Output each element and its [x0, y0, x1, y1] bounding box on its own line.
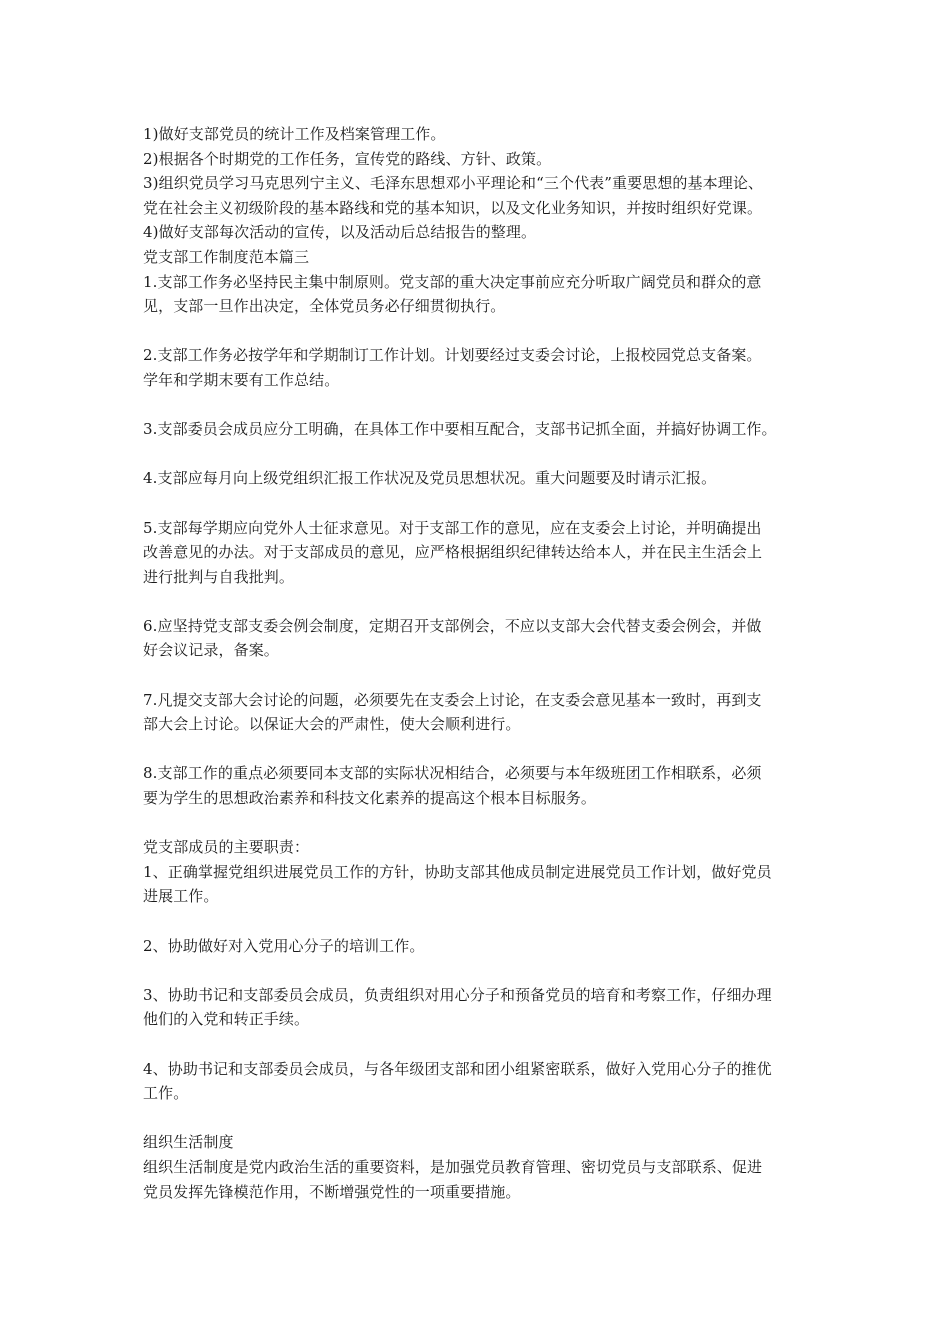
text-line: 6.应坚持党支部支委会例会制度，定期召开支部例会，不应以支部大会代替支委会例会，并做: [143, 616, 762, 635]
blank-line: [143, 663, 813, 688]
text-line: 3、协助书记和支部委员会成员，负责组织对用心分子和预备党员的培育和考察工作，仔细办理: [143, 985, 772, 1004]
blank-line: [143, 442, 813, 467]
text-line: 进展工作。: [143, 887, 219, 906]
blank-line: [143, 1032, 813, 1057]
text-line: 要为学生的思想政治素养和科技文化素养的提高这个根本目标服务。: [143, 789, 597, 808]
text-line: 8.支部工作的重点必须要同本支部的实际状况相结合，必须要与本年级班团工作相联系，必须: [143, 764, 762, 783]
text-line: 4.支部应每月向上级党组织汇报工作状况及党员思想状况。重大问题要及时请示汇报。: [143, 469, 717, 488]
blank-line: [143, 737, 813, 762]
blank-line: [143, 393, 813, 418]
blank-line: [143, 909, 813, 934]
text-line: 部大会上讨论。以保证大会的严肃性，使大会顺利进行。: [143, 715, 521, 734]
text-line: 3)组织党员学习马克思列宁主义、毛泽东思想邓小平理论和“三个代表”重要思想的基本理论、: [143, 174, 764, 193]
section-heading: 组织生活制度: [143, 1133, 234, 1152]
text-line: 1)做好支部党员的统计工作及档案管理工作。: [143, 125, 446, 143]
blank-line: [143, 811, 813, 836]
document-body: [143, 122, 813, 1204]
blank-line: [143, 958, 813, 983]
text-line: 2.支部工作务必按学年和学期制订工作计划。计划要经过支委会讨论，上报校园党总支备案。: [143, 346, 762, 365]
section-heading: 党支部成员的主要职责：: [143, 838, 310, 857]
text-line: 好会议记录，备案。: [143, 641, 279, 660]
text-line: 党员发挥先锋模范作用，不断增强党性的一项重要措施。: [143, 1182, 521, 1201]
text-line: 4、协助书记和支部委员会成员，与各年级团支部和团小组紧密联系，做好入党用心分子的推优: [143, 1059, 772, 1078]
text-line: 2)根据各个时期党的工作任务，宣传党的路线、方针、政策。: [143, 149, 552, 168]
text-line: 2、协助做好对入党用心分子的培训工作。: [143, 936, 425, 955]
text-line: 5.支部每学期应向党外人士征求意见。对于支部工作的意见，应在支委会上讨论，并明确提出: [143, 518, 762, 537]
section-heading: 党支部工作制度范本篇三: [143, 247, 310, 266]
text-line: 见，支部一旦作出决定，全体党员务必仔细贯彻执行。: [143, 297, 506, 316]
text-line: 他们的入党和转正手续。: [143, 1010, 310, 1029]
text-line: 4)做好支部每次活动的宣传，以及活动后总结报告的整理。: [143, 223, 537, 242]
text-line: 党在社会主义初级阶段的基本路线和党的基本知识，以及文化业务知识，并按时组织好党课。: [143, 198, 763, 217]
text-line: 3.支部委员会成员应分工明确，在具体工作中要相互配合，支部书记抓全面，并搞好协调工作。: [143, 420, 777, 439]
blank-line: [143, 1106, 813, 1131]
text-line: 进行批判与自我批判。: [143, 567, 295, 586]
blank-line: [143, 319, 813, 344]
text-line: 工作。: [143, 1084, 189, 1103]
text-line: 学年和学期末要有工作总结。: [143, 370, 340, 389]
text-line: 改善意见的办法。对于支部成员的意见，应严格根据组织纪律转达给本人，并在民主生活会上: [143, 543, 763, 562]
text-line: 7.凡提交支部大会讨论的问题，必须要先在支委会上讨论，在支委会意见基本一致时，再到支: [143, 690, 762, 709]
blank-line: [143, 589, 813, 614]
blank-line: [143, 491, 813, 516]
text-line: 1.支部工作务必坚持民主集中制原则。党支部的重大决定事前应充分听取广阔党员和群众的意: [143, 272, 762, 291]
text-line: 1、正确掌握党组织进展党员工作的方针，协助支部其他成员制定进展党员工作计划，做好党员: [143, 862, 772, 881]
text-line: 组织生活制度是党内政治生活的重要资料，是加强党员教育管理、密切党员与支部联系、促进: [143, 1157, 763, 1176]
